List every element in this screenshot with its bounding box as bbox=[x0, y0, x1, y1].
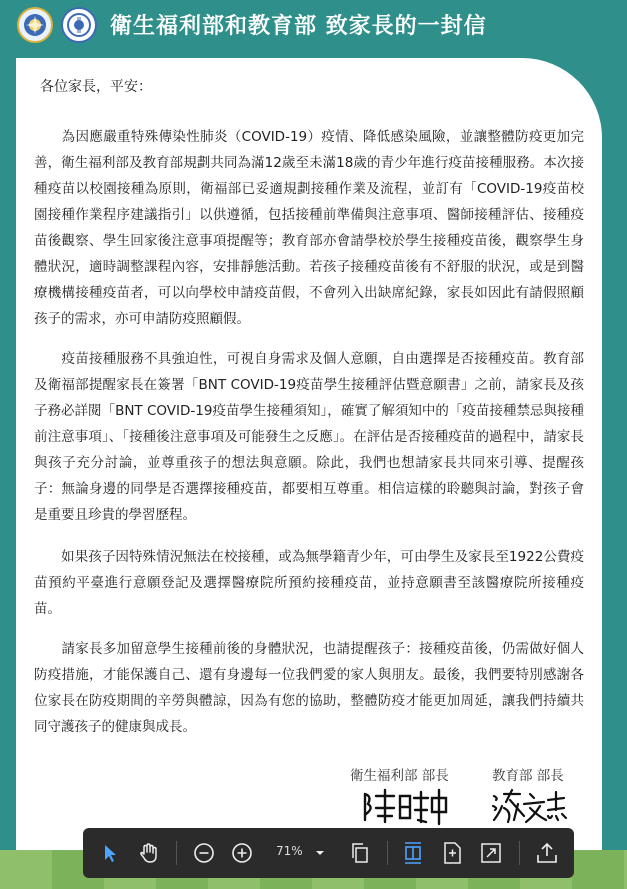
fullscreen-icon[interactable] bbox=[476, 838, 506, 868]
letter-paragraph: 疫苗接種服務不具強迫性，可視自身需求及個人意願，自由選擇是否接種疫苗。教育部及衛福部提醒家長在簽署「BNT COVID-19疫苗學生接種評估暨意願書」之前，請家長及孩子務必詳閱「BNT COVID-19疫苗學生接種須知」，確實了解須知中的「疫苗接種禁忌與接種前注意事項」、「接種後注意事項及可能發生之反應」。在評估是否接種疫苗的過程中，請家長與孩子充分討論，並尊重孩子的想法與意願。除此，我們也想請家長共同來引導、提醒孩子：無論身邊的同學是否選擇接種疫苗，都要相互尊重。相信這樣的聆聽與討論，對孩子會是重要且珍貴的學習歷程。 bbox=[34, 351, 584, 523]
copy-icon[interactable] bbox=[345, 838, 375, 868]
fit-height-icon[interactable] bbox=[398, 838, 428, 868]
letter-paragraph: 為因應嚴重特殊傳染性肺炎（COVID-19）疫情、降低感染風險，並讓整體防疫更加完善，衛生福利部及教育部規劃共同為滿12歲至未滿18歲的青少年進行疫苗接種服務。本次接種疫苗以校園接種為原則，衛福部已妥適規劃接種作業及流程，並訂有「COVID-19疫苗校園接種作業程序建議指引」以供遵循，包括接種前準備與注意事項、醫師接種評估、接種疫苗後觀察、學生回家後注意事項提醒等；教育部亦會請學校於學生接種疫苗後，觀察學生身體狀況，適時調整課程內容，安排靜態活動。若孩子接種疫苗後有不舒服的狀況，或是到醫療機構接種疫苗者，可以向學校申請疫苗假，不會列入出缺席紀錄，家長如因此有請假照顧孩子的需求，亦可申請防疫照顧假。 bbox=[34, 129, 584, 327]
fit-page-icon[interactable] bbox=[437, 838, 467, 868]
moe-logo-icon bbox=[61, 7, 97, 43]
chevron-down-icon[interactable] bbox=[305, 838, 335, 868]
export-icon[interactable] bbox=[532, 838, 562, 868]
zoom-out-icon[interactable] bbox=[189, 838, 219, 868]
letter-greeting: 各位家長，平安： bbox=[40, 79, 152, 95]
toolbar-separator bbox=[387, 841, 388, 865]
viewer-toolbar bbox=[83, 828, 574, 878]
signature-mohw-minister bbox=[360, 786, 450, 826]
hand-icon[interactable] bbox=[134, 838, 164, 868]
letter-paragraph: 如果孩子因特殊情況無法在校接種，或為無學籍青少年，可由學生及家長至1922公費疫苗預約平臺進行意願登記及選擇醫療院所預約接種疫苗，並持意願書至該醫療院所接種疫苗。 bbox=[34, 549, 584, 617]
signature-title-mohw: 衛生福利部 部長 bbox=[350, 768, 449, 784]
toolbar-separator bbox=[176, 841, 177, 865]
zoom-level[interactable]: 71% bbox=[276, 844, 303, 858]
letter-header bbox=[0, 0, 627, 52]
signature-moe-minister bbox=[490, 786, 570, 826]
pointer-icon[interactable] bbox=[95, 838, 125, 868]
signature-title-moe: 教育部 部長 bbox=[492, 768, 564, 784]
letter-paragraph: 請家長多加留意學生接種前後的身體狀況，也請提醒孩子：接種疫苗後，仍需做好個人防疫措施，才能保護自己、還有身邊每一位我們愛的家人與朋友。最後，我們要特別感謝各位家長在防疫期間的辛勞與體諒，因為有您的協助，整體防疫才能更加周延，讓我們持續共同守護孩子的健康與成長。 bbox=[34, 641, 584, 735]
zoom-in-icon[interactable] bbox=[227, 838, 257, 868]
mohw-logo-icon bbox=[17, 7, 53, 43]
page-title: 衛生福利部和教育部 致家長的一封信 bbox=[110, 14, 487, 39]
toolbar-separator bbox=[519, 841, 520, 865]
